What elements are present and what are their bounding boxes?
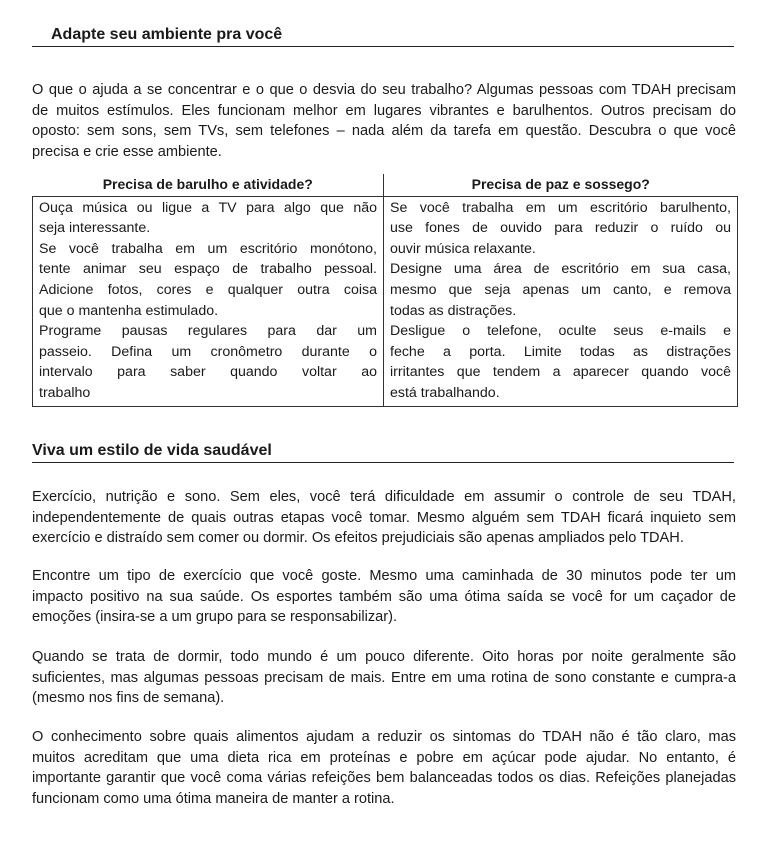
paragraph-line: independentemente de quais outras etapas você tomar. Mesmo alguém sem TDAH ficará inquieto sem xyxy=(32,509,736,526)
section-heading-lifestyle xyxy=(32,440,734,463)
cell-line: Designe uma área de escritório em sua casa, xyxy=(390,261,731,278)
paragraph-exercise xyxy=(32,566,736,628)
paragraph-line: oposto: sem sons, sem TVs, sem telefones – nada além da tarefa em questão. Descubra o que você xyxy=(32,123,736,139)
paragraph-line: precisa e crie esse ambiente. xyxy=(32,143,222,160)
cell-line: ouvir música relaxante. xyxy=(390,240,536,257)
paragraph-line: importante garantir que você coma várias refeições bem balanceadas todos os dias. Refeições planejadas xyxy=(32,770,736,786)
paragraph-line: Encontre um tipo de exercício que você goste. Mesmo uma caminhada de 30 minutos pode ter um xyxy=(32,568,736,584)
section-title: Adapte seu ambiente pra você xyxy=(51,26,283,43)
cell-line: Se você trabalha em um escritório monótono, xyxy=(39,240,377,257)
paragraph-line: suficientes, mas algumas pessoas precisam de mais. Entre em uma rotina de sono constante e cumpra-a xyxy=(32,669,736,686)
cell-line: todas as distrações. xyxy=(390,302,517,319)
paragraph-line: funcionam como uma ótima maneira de manter a rotina. xyxy=(32,790,395,807)
section-heading-environment xyxy=(32,24,734,47)
paragraph-line: exercício e distraído sem comer ou dormir. Os efeitos prejudiciais são apenas ampliados pelo TDAH. xyxy=(32,530,684,546)
comparison-table xyxy=(32,174,738,407)
paragraph-nutrition xyxy=(32,727,736,809)
paragraph-line: muitos acreditam que uma dieta rica em proteínas e pobre em açúcar pode ajudar. No entanto, é xyxy=(32,749,736,766)
paragraph-line: emoções (insira-se a um grupo para se responsabilizar). xyxy=(32,609,398,625)
cell-line: Adicione fotos, cores e qualquer outra coisa xyxy=(39,281,377,298)
paragraph-line: Exercício, nutrição e sono. Sem eles, você terá dificuldade em assumir o controle de seu TDAH, xyxy=(32,489,736,505)
section-title: Viva um estilo de vida saudável xyxy=(32,442,272,459)
paragraph-line: Quando se trata de dormir, todo mundo é um pouco diferente. Oito horas por noite geralmente são xyxy=(32,649,736,665)
cell-line: seja interessante. xyxy=(39,220,151,237)
cell-line: Desligue o telefone, oculte seus e-mails e xyxy=(390,323,731,340)
cell-line: intervalo para saber quando voltar ao xyxy=(39,364,377,381)
paragraph-exercise-nutrition-sleep xyxy=(32,487,736,549)
intro-paragraph xyxy=(32,80,736,162)
table-cell-quiet xyxy=(384,196,738,406)
cell-line: irritantes que tendem a aparecer quando você xyxy=(390,364,731,381)
cell-line: Ouça música ou ligue a TV para algo que não xyxy=(39,199,377,216)
column-header-noise: Precisa de barulho e atividade? xyxy=(33,174,384,196)
cell-line: trabalho xyxy=(39,384,91,401)
cell-line: use fones de ouvido para reduzir o ruído ou xyxy=(390,220,731,237)
cell-line: Programe pausas regulares para dar um xyxy=(39,323,377,340)
table-header-row xyxy=(33,174,738,196)
paragraph-sleep xyxy=(32,647,736,709)
paragraph-line: impacto positivo na sua saúde. Os esportes também são uma ótima saída se você for um caçador de xyxy=(32,588,736,605)
paragraph-line: O conhecimento sobre quais alimentos ajudam a reduzir os sintomas do TDAH não é tão claro, mas xyxy=(32,729,736,745)
cell-line: Se você trabalha em um escritório barulhento, xyxy=(390,199,731,216)
column-header-quiet: Precisa de paz e sossego? xyxy=(471,176,650,192)
paragraph-line: de muitos estímulos. Eles funcionam melhor em lugares vibrantes e barulhentos. Outros precisam do xyxy=(32,102,736,119)
table-row xyxy=(33,196,738,406)
cell-line: que o mantenha estimulado. xyxy=(39,302,219,319)
paragraph-line: O que o ajuda a se concentrar e o que o desvia do seu trabalho? Algumas pessoas com TDAH precisam xyxy=(32,82,736,98)
cell-line: está trabalhando. xyxy=(390,384,500,401)
cell-line: feche a porta. Limite todas as distrações xyxy=(390,343,731,360)
cell-line: tente animar seu espaço de trabalho pessoal. xyxy=(39,261,377,278)
table-cell-noise xyxy=(33,196,384,406)
cell-line: mesmo que seja apenas um canto, e remova xyxy=(390,281,731,298)
cell-line: passeio. Defina um cronômetro durante o xyxy=(39,343,377,360)
paragraph-line: (mesmo nos fins de semana). xyxy=(32,690,225,706)
